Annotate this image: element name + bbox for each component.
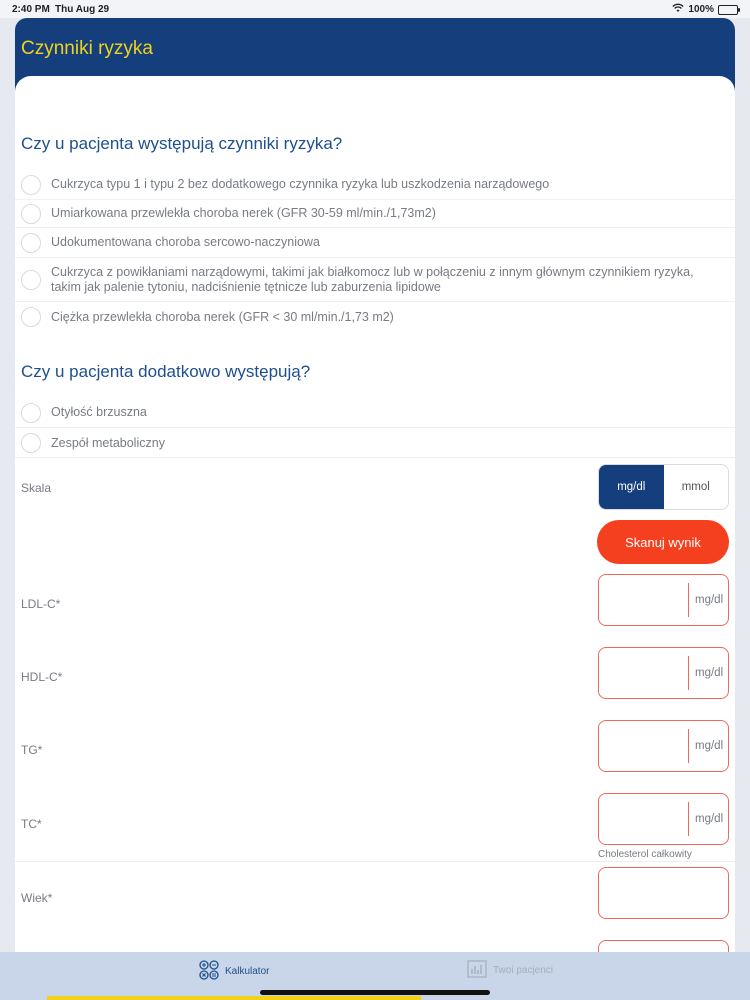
radio-button[interactable] [21,270,41,290]
tab-patients[interactable] [467,960,553,981]
calculator-icon [199,960,219,983]
tg-label: TG* [21,743,43,757]
battery-icon [718,5,738,15]
wifi-icon [672,3,684,16]
additional-option-metabolic[interactable]: Zespół metaboliczny [15,428,735,458]
risk-option-ckd-moderate[interactable]: Umiarkowana przewlekła choroba nerek (GFR 30-59 ml/min./1,73m2) [15,200,735,228]
scale-segmented-control[interactable] [598,464,729,510]
ldl-input[interactable] [598,574,729,626]
radio-button[interactable] [21,204,41,224]
radio-button[interactable] [21,403,41,423]
tc-unit: mg/dl [695,813,724,825]
tc-hint: Cholesterol całkowity [598,849,692,860]
radio-button[interactable] [21,433,41,453]
tab-patients-label: Twoi pacjenci [493,965,554,976]
risk-option-ckd-severe[interactable]: Ciężka przewlekła choroba nerek (GFR < 30 ml/min./1,73 m2) [15,302,735,332]
tc-label: TC* [21,817,42,831]
risk-option-diabetes-complications[interactable]: Cukrzyca z powikłaniami narządowymi, takimi jak białkomocz lub w połączeniu z innym głównym czynnikiem ryzyka, takim jak palenie tytoniu, nadciśnienie tętnicze lub zaburzenia lipidowe [15,258,735,302]
tab-calculator[interactable] [199,960,269,983]
tc-input[interactable] [598,793,729,845]
status-time: 2:40 PM [12,4,50,15]
ldl-unit: mg/dl [695,594,724,606]
section-risk-factors-title: Czy u pacjenta występują czynniki ryzyka? [21,134,343,153]
age-label: Wiek* [21,891,53,905]
scale-option-mgdl[interactable]: mg/dl [599,465,664,509]
scale-option-mmol[interactable]: mmol [664,465,729,509]
home-indicator [260,990,490,995]
chart-icon [467,960,487,981]
radio-button[interactable] [21,175,41,195]
radio-button[interactable] [21,307,41,327]
scan-result-button[interactable]: Skanuj wynik [597,520,729,564]
tab-calculator-label: Kalkulator [225,966,270,977]
ldl-label: LDL-C* [21,597,61,611]
hdl-label: HDL-C* [21,670,63,684]
risk-option-diabetes[interactable]: Cukrzyca typu 1 i typu 2 bez dodatkowego czynnika ryzyka lub uszkodzenia narządowego [15,170,735,200]
hdl-unit: mg/dl [695,667,724,679]
age-input[interactable] [598,867,729,919]
active-tab-indicator [47,996,421,1000]
battery-percent: 100% [688,4,714,15]
risk-factors-sheet [15,18,735,958]
section-additional-title: Czy u pacjenta dodatkowo występują? [21,362,311,381]
page-title: Czynniki ryzyka [21,38,153,59]
status-bar [0,0,750,18]
status-date: Thu Aug 29 [55,4,110,15]
status-right [672,3,738,16]
additional-option-obesity[interactable]: Otyłość brzuszna [15,398,735,428]
risk-option-cvd[interactable]: Udokumentowana choroba sercowo-naczyniowa [15,228,735,258]
radio-button[interactable] [21,233,41,253]
tg-input[interactable] [598,720,729,772]
hdl-input[interactable] [598,647,729,699]
tg-unit: mg/dl [695,740,724,752]
scale-label: Skala [21,481,52,495]
